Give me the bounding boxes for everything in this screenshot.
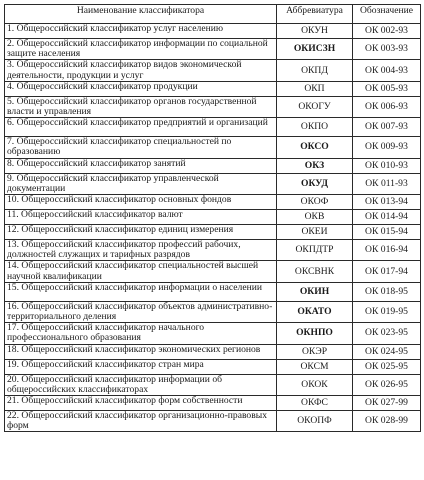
abbreviation-cell: ОКЕИ [277,225,353,240]
abbreviation-cell: ОКСВНК [277,261,353,282]
abbreviation-cell: ОКЭР [277,344,353,359]
abbreviation-cell: ОКОПФ [277,411,353,432]
table-row [5,359,421,374]
classifier-name-cell: 16. Общероссийский классификатор объектов административно-территориального деления [5,301,277,322]
designation-cell: ОК 024-95 [353,344,421,359]
abbreviation-cell: ОКИН [277,282,353,301]
table-row [5,374,421,395]
abbreviation-cell: ОКЗ [277,158,353,173]
abbreviation-cell: ОКУД [277,173,353,194]
table-row [5,210,421,225]
abbreviation-cell: ОКВ [277,210,353,225]
designation-cell: ОК 015-94 [353,225,421,240]
designation-cell: ОК 019-95 [353,301,421,322]
designation-cell: ОК 007-93 [353,118,421,137]
table-row [5,118,421,137]
abbreviation-cell: ОКОФ [277,195,353,210]
abbreviation-cell: ОКУН [277,24,353,39]
table-row [5,24,421,39]
designation-cell: ОК 003-93 [353,39,421,60]
table-row [5,225,421,240]
table-row [5,282,421,301]
classifier-name-cell: 14. Общероссийский классификатор специальностей высшей научной квалификации [5,261,277,282]
designation-cell: ОК 028-99 [353,411,421,432]
classifier-name-cell: 13. Общероссийский классификатор профессий рабочих, должностей служащих и тарифных разрядов [5,240,277,261]
table-row [5,60,421,81]
designation-cell: ОК 014-94 [353,210,421,225]
classifier-name-cell: 1. Общероссийский классификатор услуг населению [5,24,277,39]
classifier-name-cell: 6. Общероссийский классификатор предприятий и организаций [5,118,277,137]
table-row [5,173,421,194]
designation-cell: ОК 017-94 [353,261,421,282]
abbreviation-cell: ОКП [277,81,353,96]
classifier-name-cell: 17. Общероссийский классификатор начального профессионального образования [5,323,277,344]
classifier-name-cell: 19. Общероссийский классификатор стран мира [5,359,277,374]
abbreviation-cell: ОКСО [277,137,353,158]
designation-cell: ОК 005-93 [353,81,421,96]
designation-cell: ОК 009-93 [353,137,421,158]
table-row [5,158,421,173]
designation-cell: ОК 011-93 [353,173,421,194]
classifier-name-cell: 2. Общероссийский классификатор информации по социальной защите населения [5,39,277,60]
classifier-name-cell: 5. Общероссийский классификатор органов государственной власти и управления [5,96,277,117]
table-row [5,411,421,432]
table-row [5,301,421,322]
classifier-name-cell: 20. Общероссийский классификатор информации об общероссийских классификаторах [5,374,277,395]
classifier-name-cell: 12. Общероссийский классификатор единиц измерения [5,225,277,240]
abbreviation-cell: ОКОГУ [277,96,353,117]
table-row [5,96,421,117]
table-row [5,81,421,96]
classifier-name-cell: 21. Общероссийский классификатор форм собственности [5,396,277,411]
table-row [5,261,421,282]
abbreviation-cell: ОКНПО [277,323,353,344]
designation-cell: ОК 027-99 [353,396,421,411]
table-row [5,137,421,158]
table-row [5,240,421,261]
designation-cell: ОК 026-95 [353,374,421,395]
abbreviation-cell: ОКПД [277,60,353,81]
designation-cell: ОК 013-94 [353,195,421,210]
classifier-name-cell: 4. Общероссийский классификатор продукции [5,81,277,96]
designation-cell: ОК 002-93 [353,24,421,39]
abbreviation-cell: ОКАТО [277,301,353,322]
classifier-name-cell: 18. Общероссийский классификатор экономических регионов [5,344,277,359]
abbreviation-cell: ОКОК [277,374,353,395]
abbreviation-cell: ОКПДТР [277,240,353,261]
designation-cell: ОК 018-95 [353,282,421,301]
classifier-name-cell: 3. Общероссийский классификатор видов экономической деятельности, продукции и услуг [5,60,277,81]
designation-cell: ОК 010-93 [353,158,421,173]
classifier-name-cell: 10. Общероссийский классификатор основных фондов [5,195,277,210]
designation-cell: ОК 006-93 [353,96,421,117]
table-body [5,24,421,432]
table-header [5,5,421,24]
classifier-name-cell: 7. Общероссийский классификатор специальностей по образованию [5,137,277,158]
classifier-name-cell: 9. Общероссийский классификатор управленческой документации [5,173,277,194]
designation-cell: ОК 004-93 [353,60,421,81]
classifier-name-cell: 22. Общероссийский классификатор организационно-правовых форм [5,411,277,432]
header-designation: Обозначение [353,5,421,24]
abbreviation-cell: ОКФС [277,396,353,411]
table-row [5,323,421,344]
table-row [5,344,421,359]
header-abbreviation: Аббревиатура [277,5,353,24]
abbreviation-cell: ОКСМ [277,359,353,374]
classifier-name-cell: 15. Общероссийский классификатор информации о населении [5,282,277,301]
designation-cell: ОК 023-95 [353,323,421,344]
abbreviation-cell: ОКПО [277,118,353,137]
classifiers-table [4,4,421,432]
table-row [5,39,421,60]
table-row [5,195,421,210]
header-row [5,5,421,24]
abbreviation-cell: ОКИСЗН [277,39,353,60]
classifier-name-cell: 8. Общероссийский классификатор занятий [5,158,277,173]
table-row [5,396,421,411]
classifier-name-cell: 11. Общероссийский классификатор валют [5,210,277,225]
header-name: Наименование классификатора [5,5,277,24]
designation-cell: ОК 016-94 [353,240,421,261]
designation-cell: ОК 025-95 [353,359,421,374]
